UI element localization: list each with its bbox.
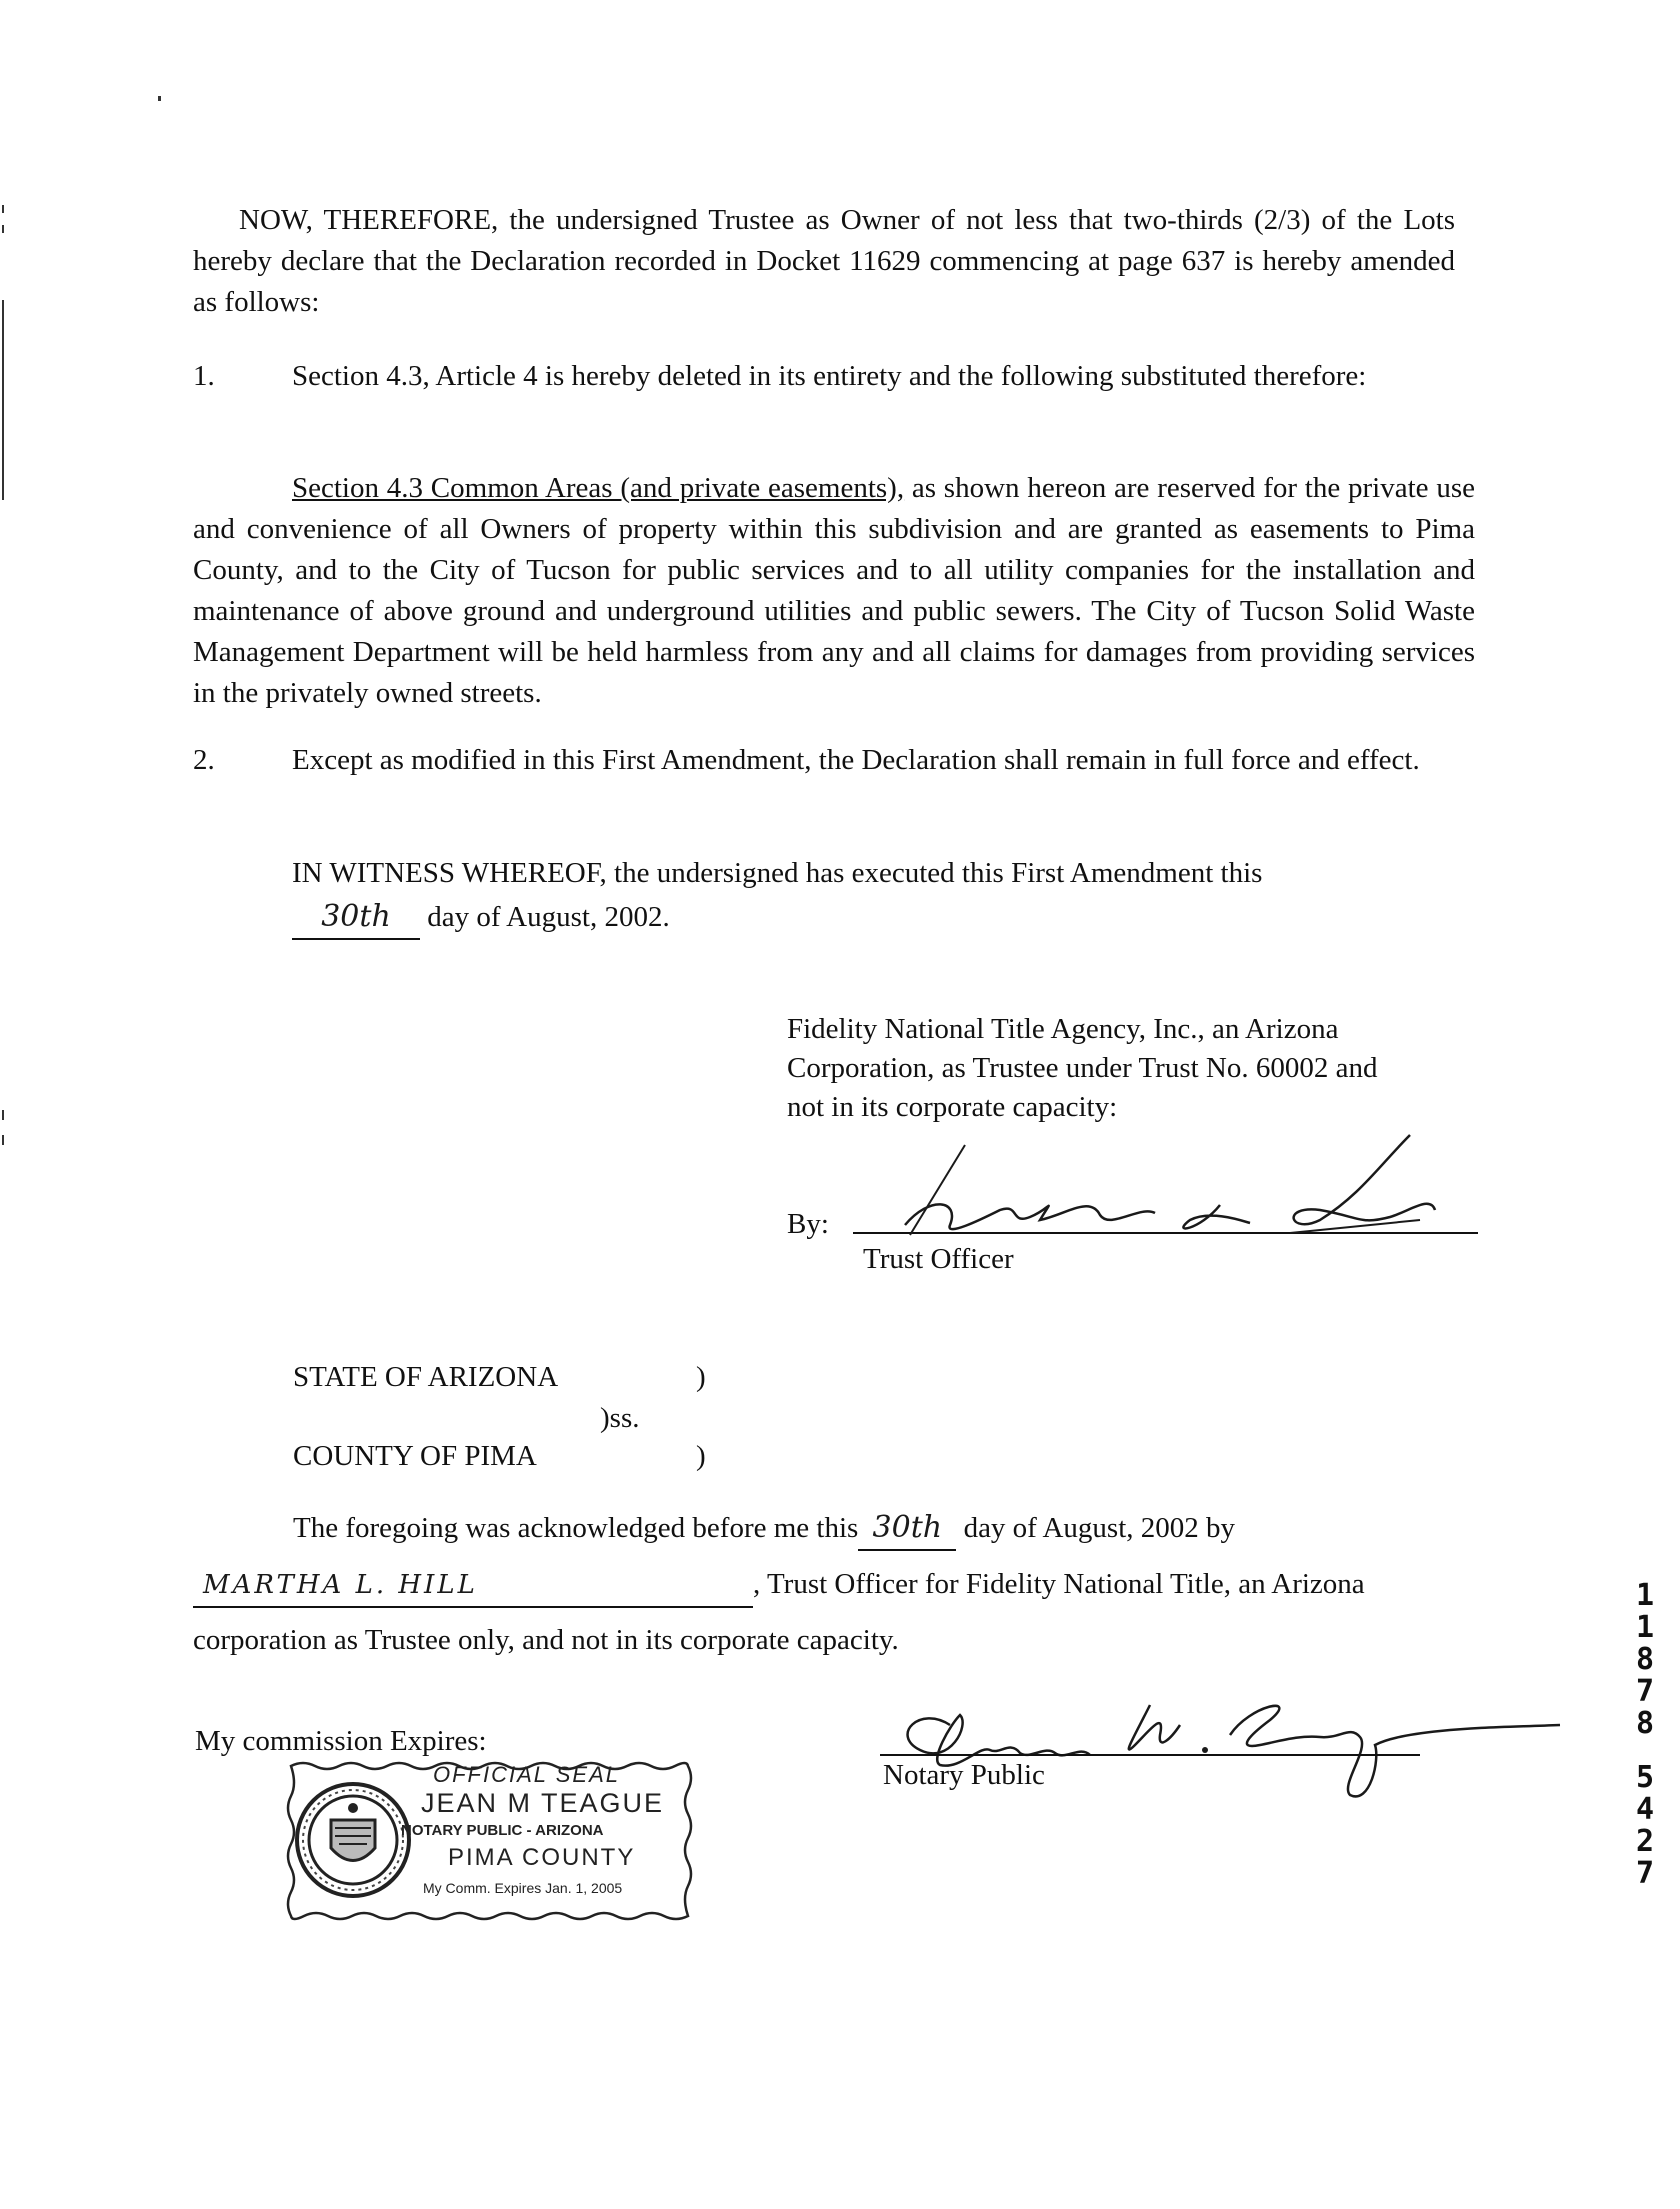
trust-officer-signature-image [890,1125,1470,1255]
margin-mark [2,1110,4,1120]
ack-name-blank [193,1564,753,1608]
acknowledgment-line-3: corporation as Trustee only, and not in its corporate capacity. [193,1624,899,1656]
item-1-number: 1. [193,360,215,392]
section-4-3-heading: Section 4.3 Common Areas (and private easements), [292,472,905,504]
trustee-line-2: Corporation, as Trustee under Trust No. 60002 and [787,1052,1378,1084]
trustee-line-1: Fidelity National Title Agency, Inc., an Arizona [787,1013,1339,1045]
notary-label: Notary Public [883,1759,1045,1791]
recording-digit: 1 [1635,1578,1655,1613]
ack-day-blank [858,1507,956,1551]
section-4-3-text: as shown hereon are reserved for the private use and convenience of all Owners of property within this subdivision and are granted as easements to Pima County, and to the City of Tucson for public services and to all utility companies for the installation and maintenance of above ground and underground utilities and public sewers. The City of Tucson Solid Waste Management Department will be held harmless from any and all claims for damages from providing services in the privately owned streets. [193,472,1475,709]
item-2-number: 2. [193,744,215,776]
witness-day-handwritten: 30th [321,899,391,934]
venue-paren-1: ) [696,1361,706,1393]
by-label: By: [787,1208,829,1240]
recording-digit: 7 [1635,1674,1655,1709]
witness-line-2-wrap [292,896,670,940]
margin-mark [2,1135,4,1145]
witness-line-1: IN WITNESS WHEREOF, the undersigned has executed this First Amendment this [292,857,1263,889]
recording-digit: 5 [1635,1760,1655,1795]
venue-county: COUNTY OF PIMA [293,1440,537,1472]
acknowledgment-line-1 [293,1507,1235,1551]
section-4-3-paragraph [193,468,1475,714]
recording-digit: 8 [1635,1642,1655,1677]
item-1-text: Section 4.3, Article 4 is hereby deleted in its entirety and the following substituted therefore: [292,360,1367,392]
recording-digit: 8 [1635,1706,1655,1741]
seal-line-3: NOTARY PUBLIC - ARIZONA [401,1822,604,1839]
item-2-text: Except as modified in this First Amendment, the Declaration shall remain in full force and effect. [292,744,1420,776]
intro-paragraph: NOW, THEREFORE, the undersigned Trustee as Owner of not less that two-thirds (2/3) of the Lots hereby declare that the Declaration recorded in Docket 11629 commencing at page 637 is hereby amended as follows: [193,204,1455,318]
ack-part-2: day of August, 2002 by [963,1512,1236,1544]
acknowledgment-line-2 [193,1564,1365,1608]
witness-line-2: day of August, 2002. [427,901,670,933]
seal-line-2: JEAN M TEAGUE [421,1788,665,1818]
venue-paren-2: ) [696,1440,706,1472]
seal-line-1: OFFICIAL SEAL [433,1762,620,1787]
trustee-line-3: not in its corporate capacity: [787,1091,1118,1123]
recording-digit: 2 [1635,1824,1655,1859]
margin-mark [2,225,4,233]
recording-digit: 1 [1635,1610,1655,1645]
recording-number [1627,1580,1663,1890]
ack-part-1: The foregoing was acknowledged before me this [293,1512,859,1544]
seal-line-4: PIMA COUNTY [448,1844,636,1871]
seal-line-5: My Comm. Expires Jan. 1, 2005 [423,1880,623,1896]
margin-mark [2,300,4,500]
recording-digit: 7 [1635,1856,1655,1891]
ack-name-handwritten: MARTHA L. HILL [203,1570,478,1600]
scan-speck [158,96,161,101]
venue-ss: )ss. [600,1402,640,1434]
witness-day-blank [292,896,420,940]
ack-part-3: , Trust Officer for Fidelity National Title, an Arizona [753,1568,1365,1600]
notary-seal [283,1758,696,1924]
commission-label: My commission Expires: [195,1725,487,1757]
trust-officer-title: Trust Officer [863,1243,1014,1275]
recording-digit: 4 [1635,1792,1655,1827]
margin-mark [2,205,4,213]
venue-state: STATE OF ARIZONA [293,1361,559,1393]
ack-day-handwritten: 30th [872,1510,943,1545]
